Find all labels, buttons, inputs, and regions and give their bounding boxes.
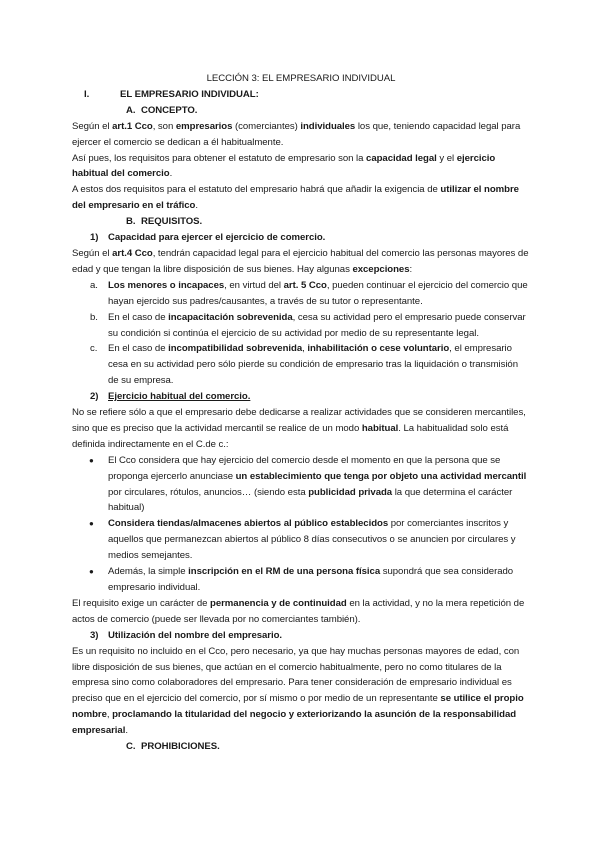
bullet-item — [72, 453, 530, 517]
concepto-paragraph-1: Según el art.1 Cco, son empresarios (comerciantes) individuales los que, teniendo capacidad legal para ejercer el comercio se dedican a él habitualmente. — [72, 120, 521, 148]
requirement-label: Capacidad para ejercer el ejercicio de comercio. — [108, 232, 326, 244]
list-text: En el caso de incompatibilidad sobrevenida, inhabilitación o cese voluntario, el empresario cesa en su actividad pero sólo pierde su condición de empresario tras la liquidación o transmisión de su empresa. — [108, 343, 518, 387]
requirement-number: 3) — [90, 629, 99, 641]
bullet-text: Considera tiendas/almacenes abiertos al público establecidos por comerciantes inscritos y aquellos que permanezcan abiertos al público 8 días consecutivos o se anuncien por circulares y medios semejantes. — [108, 518, 516, 562]
subsection-heading-c — [72, 739, 530, 755]
section-heading-i — [72, 87, 530, 103]
list-text: Los menores o incapaces, en virtud del art. 5 Cco, pueden continuar el ejercicio del comercio que hayan ejercido sus padres/causantes, a través de su tutor o representante. — [108, 279, 528, 307]
bullet-text: Además, la simple inscripción en el RM de una persona física supondrá que sea considerado empresario individual. — [108, 566, 514, 593]
requirement-label: Utilización del nombre del empresario. — [108, 629, 283, 641]
subsection-letter: B. — [126, 216, 136, 228]
requirement-number: 1) — [90, 232, 99, 244]
subsection-letter: A. — [126, 104, 136, 116]
req2-paragraph-1: No se refiere sólo a que el empresario debe dedicarse a realizar actividades que se consideren mercantiles, sino que es preciso que la actividad mercantil se realice de un modo habitual. La habitualidad solo está definida indirectamente en el C.de c.: — [72, 407, 526, 450]
subsection-heading-b — [72, 214, 530, 230]
subsection-label: PROHIBICIONES. — [141, 741, 220, 753]
list-item — [72, 341, 530, 389]
list-marker: b. — [90, 311, 98, 323]
subsection-label: CONCEPTO. — [141, 104, 198, 116]
list-marker: c. — [90, 343, 98, 355]
concepto-paragraph-2: Así pues, los requisitos para obtener el estatuto de empresario son la capacidad legal y el ejercicio habitual del comercio. — [72, 152, 496, 180]
section-number: I. — [84, 88, 90, 100]
req3-paragraph: Es un requisito no incluido en el Cco, pero necesario, ya que hay muchas personas mayores de edad, con libre disposición de sus bienes, que actúan en el comercio habitualmente, pero no como titulares de la empresa sino como colaboradores del empresario. Para tener consideración de empresario individual es preciso que en el ejercicio del comercio, por sí mismo o por medio de un representante se utilice el propio nombre, proclamando la titularidad del negocio y exteriorizando la asunción de la responsabilidad empresarial. — [72, 645, 524, 737]
list-text: En el caso de incapacitación sobrevenida, cesa su actividad pero el empresario puede conservar su condición si continúa el ejercicio de su actividad por medio de su representante legal. — [108, 311, 526, 339]
requirement-heading-1 — [72, 230, 530, 246]
list-item — [72, 278, 530, 310]
subsection-heading-a — [72, 103, 530, 119]
bullet-text: El Cco considera que hay ejercicio del comercio desde el momento en que la persona que se proponga ejercerlo anunciase un establecimiento que tenga por objeto una actividad mercantil por circulares, rótulos, anuncios… (siendo esta publicidad privada la que determina el carácter habitual) — [108, 454, 527, 514]
bullet-marker: ● — [89, 519, 94, 529]
req1-paragraph: Según el art.4 Cco, tendrán capacidad legal para el ejercicio habitual del comercio las personas mayores de edad y que tengan la libre disposición de sus bienes. Hay algunas excepciones: — [72, 247, 529, 275]
requirement-label: Ejercicio habitual del comercio. — [108, 391, 251, 403]
bullet-marker: ● — [89, 567, 94, 577]
requirement-heading-3 — [72, 628, 530, 644]
bullet-item — [72, 516, 530, 564]
section-label: EL EMPRESARIO INDIVIDUAL: — [120, 88, 259, 100]
list-marker: a. — [90, 279, 98, 291]
requirement-number: 2) — [90, 391, 99, 403]
bullet-marker: ● — [89, 455, 94, 465]
document-title: LECCIÓN 3: EL EMPRESARIO INDIVIDUAL — [206, 73, 396, 84]
concepto-paragraph-3: A estos dos requisitos para el estatuto del empresario habrá que añadir la exigencia de utilizar el nombre del empresario en el tráfico. — [72, 184, 519, 212]
subsection-label: REQUISITOS. — [141, 216, 203, 228]
subsection-letter: C. — [126, 741, 136, 753]
list-item — [72, 310, 530, 342]
requirement-heading-2 — [72, 389, 530, 405]
req2-paragraph-2: El requisito exige un carácter de permanencia y de continuidad en la actividad, y no la mera repetición de actos de comercio (puede ser llevada por no comerciantes también). — [72, 597, 525, 625]
document-body — [72, 71, 530, 755]
bullet-item — [72, 564, 530, 596]
